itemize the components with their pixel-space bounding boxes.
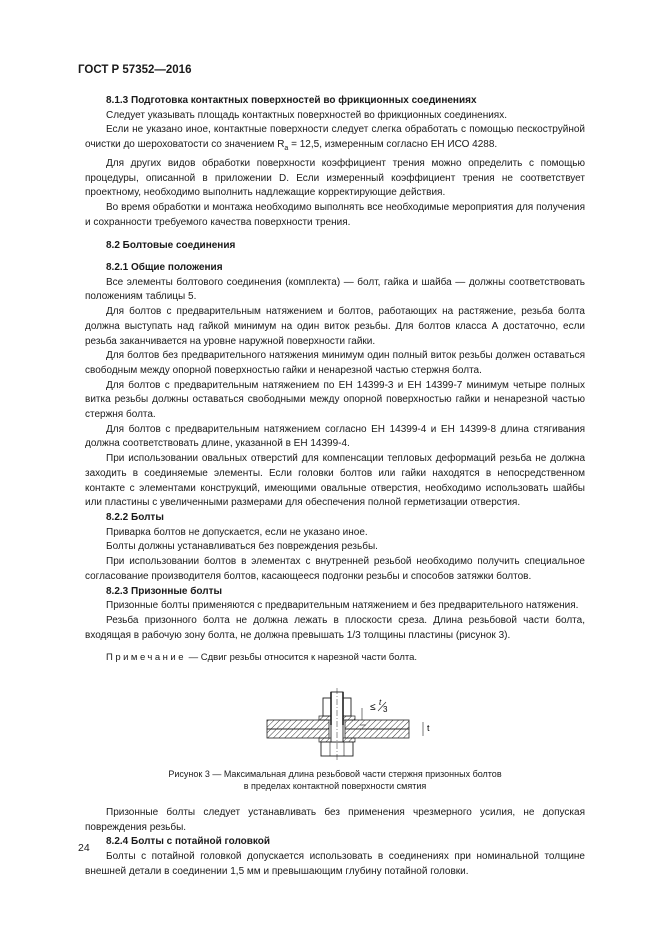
document-header: ГОСТ Р 57352—2016 <box>78 64 192 76</box>
note-label: Примечание <box>106 652 186 664</box>
paragraph: Следует указывать площадь контактных поверхностей во фрикционных соединениях. <box>106 109 507 121</box>
upper-plate-right <box>345 720 409 729</box>
paragraph: Приварка болтов не допускается, если не указано иное. <box>106 526 368 538</box>
paragraph: Для болтов с предварительным натяжением и болтов, работающих на растяжение, резьба болта должна выступать над гайкой минимум на один виток резьбы. Для болтов класса А достаточно, если резьба заканчивается на уровне наружной поверхности гайки. <box>85 306 585 347</box>
paragraph: При использовании овальных отверстий для компенсации тепловых деформаций резьба не должна заходить в соединяемые элементы. Если головки болтов или гайки находятся в непосредственном контакте с элементами конструкций, имеющими овальные отверстия, необходимо использовать шайбы или пластины с увеличенными размерами для обеспечения полной герметизации отверстия. <box>85 453 585 509</box>
caption-line: Рисунок 3 — Максимальная длина резьбовой части стержня призонных болтов <box>168 769 502 780</box>
page-content <box>85 94 585 880</box>
section-8-2-heading: 8.2 Болтовые соединения <box>106 240 236 252</box>
paragraph: При использовании болтов в элементах с внутренней резьбой необходимо получить специальное согласование производителя болтов, касающееся подгонки резьбы и способов затяжки болтов. <box>85 556 585 582</box>
thickness-t-label: t <box>427 723 430 734</box>
section-8-1-3-heading: 8.1.3 Подготовка контактных поверхностей во фрикционных соединениях <box>106 95 477 106</box>
paragraph: Для болтов без предварительного натяжения минимум один полный виток резьбы должен оставаться свободным между опорной поверхностью гайки и ненарезной частью стержня болта. <box>85 350 585 376</box>
caption-line: в пределах контактной поверхности смятия <box>243 781 427 792</box>
note <box>85 651 585 666</box>
paragraph: Для других видов обработки поверхности коэффициент трения можно определить с помощью процедуры, описанной в приложении D. Если измеренный коэффициент трения не соответствует проектному, необходимо выполнить надлежащие корректирующие действия. <box>85 157 585 199</box>
paragraph: Все элементы болтового соединения (комплекта) — болт, гайка и шайба — должны соответствовать положениям таблицы 5. <box>85 276 585 303</box>
paragraph: Для болтов с предварительным натяжением согласно ЕН 14399-4 и ЕН 14399-8 длина стягивания должна соответствовать длине, указанной в ЕН 14399-4. <box>85 423 585 450</box>
paragraph-roughness <box>85 123 585 156</box>
paragraph: Болты с потайной головкой допускается использовать в соединениях при номинальной толщине внешней детали в соединении 1,5 мм и превышающим глубину потайной головки. <box>85 851 585 877</box>
text: Если не указано иное, контактные поверхности следует слегка обработать с помощью пескоструйной очистки до шероховатости со значением R <box>85 124 585 151</box>
text: = 12,5, измеренным согласно ЕН ИСО 4288. <box>288 139 498 151</box>
section-8-2-3-heading: 8.2.3 Призонные болты <box>106 585 223 597</box>
lower-plate-right <box>345 729 409 738</box>
upper-plate-left <box>267 720 329 729</box>
paragraph: Болты должны устанавливаться без повреждения резьбы. <box>106 541 378 553</box>
fitted-bolt-diagram <box>265 678 455 768</box>
dimension-3-label: 3 <box>383 705 388 715</box>
page-number: 24 <box>78 842 90 854</box>
subscript: a <box>284 145 289 153</box>
dimension-t-label: t <box>379 698 382 708</box>
paragraph: Призонные болты применяются с предварительным натяжением и без предварительного натяжения. <box>106 600 579 612</box>
figure-caption <box>85 768 585 792</box>
section-8-2-4-heading: 8.2.4 Болты с потайной головкой <box>106 836 271 848</box>
paragraph: Призонные болты следует устанавливать без применения чрезмерного усилия, не допуская повреждения резьбы. <box>85 807 585 833</box>
section-8-2-1-heading: 8.2.1 Общие положения <box>106 262 223 274</box>
paragraph: Во время обработки и монтажа необходимо выполнять все необходимые мероприятия для получения и сохранности требуемого качества поверхности трения. <box>85 201 585 228</box>
paragraph: Резьба призонного болта не должна лежать в плоскости среза. Длина резьбовой части болта, входящая в рабочую зону болта, не должна превышать 1/3 толщины пластины (рисунок 3). <box>85 614 585 641</box>
note-text: — Сдвиг резьбы относится к нарезной части болта. <box>186 652 418 664</box>
dimension-le-label: ≤ <box>370 702 376 714</box>
figure-3 <box>85 672 585 768</box>
lower-plate-left <box>267 729 329 738</box>
paragraph: Для болтов с предварительным натяжением по ЕН 14399-3 и ЕН 14399-7 минимум четыре полных витка резьбы должны оставаться свободными между опорной поверхностью гайки и ненарезной частью стержня болта. <box>85 379 585 421</box>
section-8-2-2-heading: 8.2.2 Болты <box>106 511 164 523</box>
